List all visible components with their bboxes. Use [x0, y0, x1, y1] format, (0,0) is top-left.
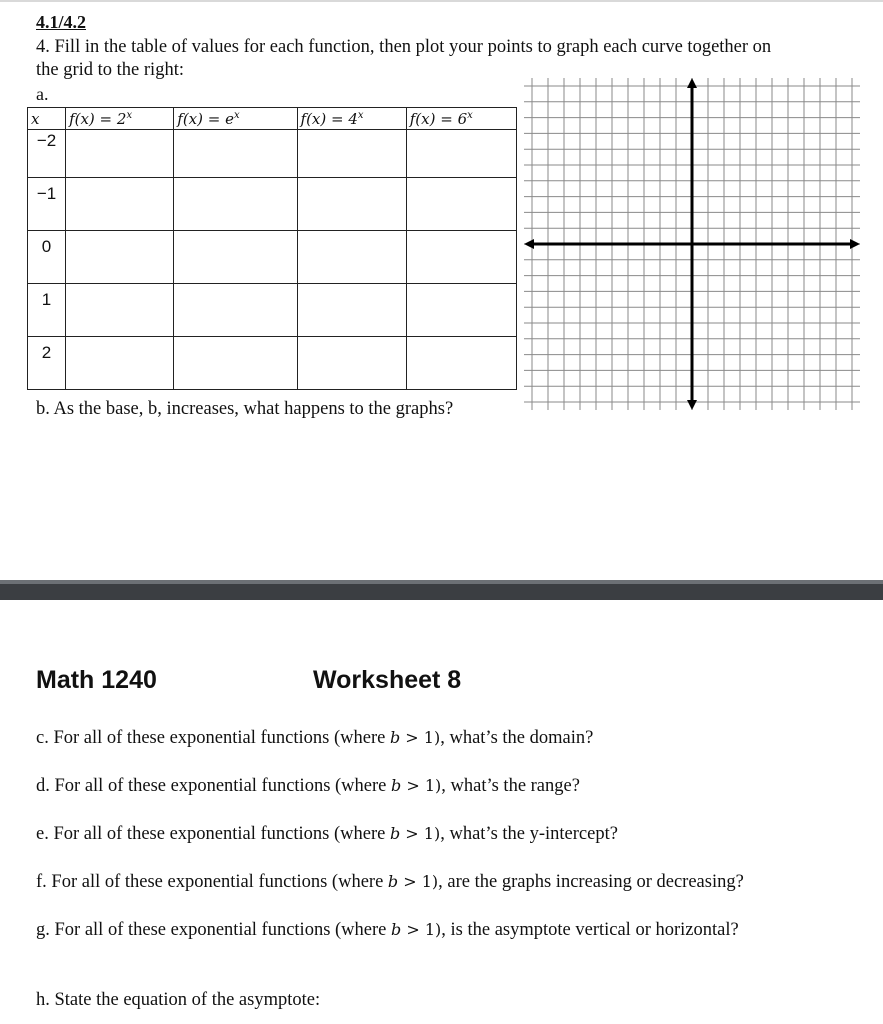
- worksheet-page-lower: [0, 600, 883, 1024]
- table-row: [28, 284, 517, 337]
- answer-cell[interactable]: [174, 231, 297, 284]
- answer-cell[interactable]: [174, 337, 297, 390]
- condition-variable: b: [391, 776, 402, 795]
- table-row: [28, 178, 517, 231]
- answer-cell[interactable]: [406, 130, 516, 178]
- header-6x-exponent: x: [467, 109, 473, 121]
- question-d-condition: [391, 776, 441, 795]
- question-e-condition: [390, 824, 440, 843]
- answer-cell[interactable]: [297, 337, 406, 390]
- condition-variable: b: [389, 728, 401, 747]
- answer-cell[interactable]: [174, 130, 297, 178]
- header-ex-exponent: x: [233, 109, 240, 121]
- question-g-condition: [391, 920, 441, 939]
- question-c-text: c. For all of these exponential functions (where: [36, 728, 390, 748]
- section-code: 4.1/4.2: [36, 12, 87, 32]
- condition-relation: > 1): [401, 776, 442, 795]
- condition-variable: b: [389, 824, 401, 843]
- question-f-ask: , are the graphs increasing or decreasing?: [438, 872, 744, 892]
- answer-cell[interactable]: [297, 178, 406, 231]
- x-column-header: x: [28, 108, 66, 130]
- x-value-cell: 0: [28, 231, 66, 284]
- question-g-ask: , is the asymptote vertical or horizontal?: [441, 920, 739, 940]
- answer-cell[interactable]: [66, 231, 174, 284]
- header-ex-prefix: f(x) = e: [177, 109, 234, 128]
- header-f-e-to-x: [174, 108, 297, 130]
- header-f-2-to-x: [66, 108, 174, 130]
- condition-relation: > 1): [398, 872, 439, 891]
- coordinate-grid[interactable]: [524, 78, 860, 410]
- question-f: [36, 870, 756, 894]
- question-c-condition: [390, 728, 440, 747]
- answer-cell[interactable]: [297, 284, 406, 337]
- answer-cell[interactable]: [174, 284, 297, 337]
- question-g-text: g. For all of these exponential functions (where: [36, 920, 391, 940]
- condition-variable: b: [387, 872, 399, 891]
- question-c-ask: , what’s the domain?: [440, 728, 594, 748]
- question-g: [36, 918, 756, 942]
- x-value-cell: 2: [28, 337, 66, 390]
- question-e-text: e. For all of these exponential functions (where: [36, 824, 390, 844]
- header-6x-prefix: f(x) = 6: [409, 109, 468, 128]
- course-title: Math 1240: [36, 666, 157, 694]
- answer-cell[interactable]: [66, 284, 174, 337]
- header-f-4-to-x: [297, 108, 406, 130]
- question-e-ask: , what’s the y-intercept?: [440, 824, 618, 844]
- part-a-label: a.: [36, 84, 49, 104]
- condition-relation: > 1): [400, 728, 441, 747]
- answer-cell[interactable]: [406, 337, 516, 390]
- table-row: [28, 231, 517, 284]
- question-c: [36, 726, 756, 750]
- table-header-row: [28, 108, 517, 130]
- coordinate-grid-svg: [524, 78, 860, 410]
- part-b-question: b. As the base, b, increases, what happens to the graphs?: [36, 399, 454, 419]
- page-divider-bar: [0, 580, 883, 600]
- header-f-6-to-x: [406, 108, 516, 130]
- header-2x-exponent: x: [126, 109, 133, 121]
- y-axis-up-arrow-icon: [687, 78, 697, 88]
- x-value-cell: 1: [28, 284, 66, 337]
- table-row: [28, 337, 517, 390]
- question-d-ask: , what’s the range?: [441, 776, 580, 796]
- divider-highlight: [0, 580, 883, 584]
- answer-cell[interactable]: [297, 130, 406, 178]
- x-value-cell: −2: [28, 130, 66, 178]
- answer-cell[interactable]: [174, 178, 297, 231]
- answer-cell[interactable]: [406, 284, 516, 337]
- question-e: [36, 822, 756, 846]
- answer-cell[interactable]: [66, 178, 174, 231]
- header-2x-prefix: f(x) = 2: [69, 109, 127, 128]
- header-4x-exponent: x: [357, 109, 364, 121]
- worksheet-title: Worksheet 8: [313, 666, 462, 694]
- header-4x-prefix: f(x) = 4: [300, 109, 358, 128]
- table-row: [28, 130, 517, 178]
- x-axis-right-arrow-icon: [850, 239, 860, 249]
- page-top-rule: [0, 0, 883, 2]
- question-h: h. State the equation of the asymptote:: [36, 990, 321, 1010]
- answer-cell[interactable]: [66, 130, 174, 178]
- answer-cell[interactable]: [406, 231, 516, 284]
- question-d-text: d. For all of these exponential functions (where: [36, 776, 391, 796]
- question-4-instructions: 4. Fill in the table of values for each function, then plot your points to graph each curve together on the grid to the right:: [36, 37, 772, 80]
- x-value-cell: −1: [28, 178, 66, 231]
- answer-cell[interactable]: [66, 337, 174, 390]
- answer-cell[interactable]: [297, 231, 406, 284]
- x-axis-left-arrow-icon: [524, 239, 534, 249]
- condition-relation: > 1): [401, 920, 442, 939]
- question-f-text: f. For all of these exponential functions (where: [36, 872, 388, 892]
- answer-cell[interactable]: [406, 178, 516, 231]
- condition-variable: b: [391, 920, 402, 939]
- question-d: [36, 774, 756, 798]
- question-f-condition: [388, 872, 438, 891]
- condition-relation: > 1): [400, 824, 441, 843]
- y-axis-down-arrow-icon: [687, 400, 697, 410]
- table-of-values: [27, 107, 517, 390]
